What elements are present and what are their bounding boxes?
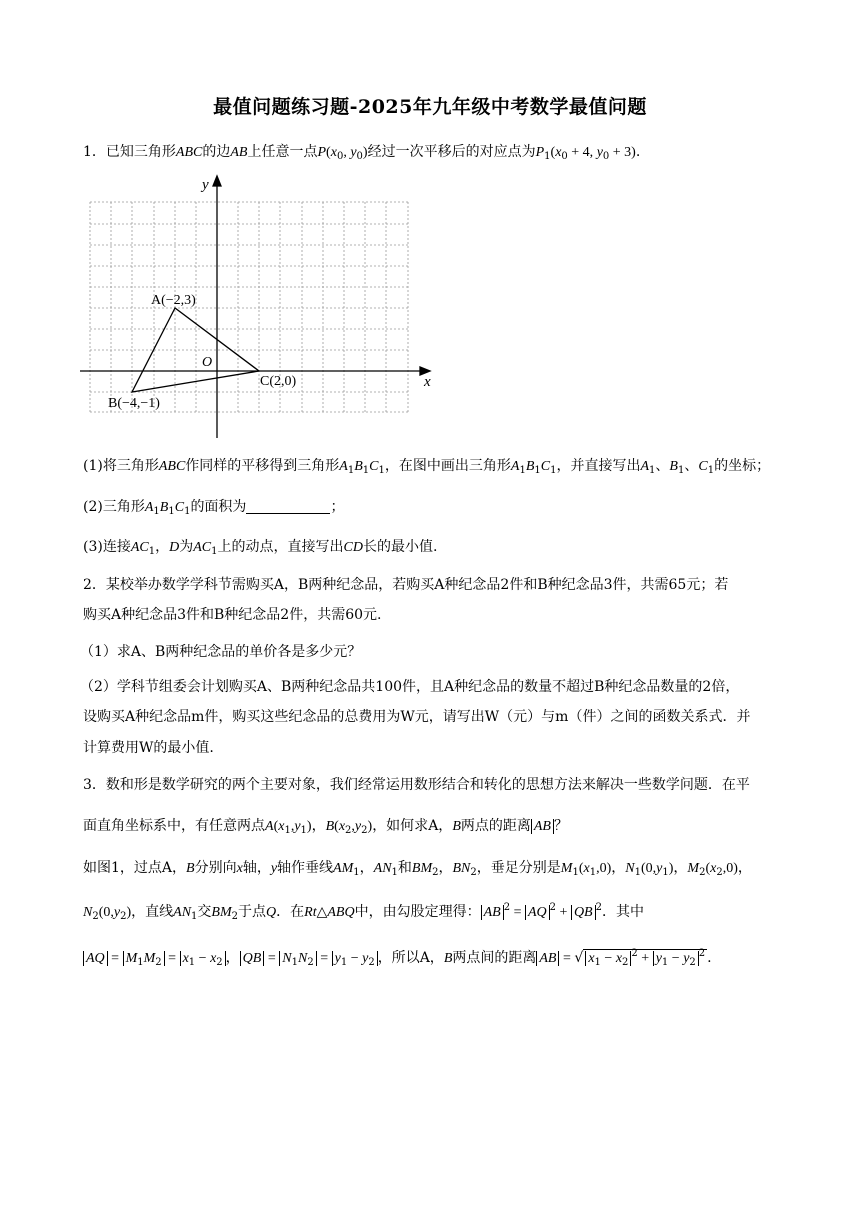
q1-part2: (2)三角形$A_1B_1C_1$的面积为 ； [83,499,345,517]
q2-part1: （1）求A、B两种纪念品的单价各是多少元？ [80,644,362,660]
x-axis-label: x [424,374,431,390]
q1-part3: (3)连接$AC_1$，D为$AC_1$上的动点，直接写出CD长的最小值. [83,539,438,557]
point-c-label: C(2,0) [260,374,297,389]
q2-line1: 2．某校举办数学学科节需购买A，B两种纪念品，若购买A种纪念品2件和B种纪念品3件，共需65元；若 [83,577,729,593]
q1-part1: (1)将三角形ABC作同样的平移得到三角形$A_1B_1C_1$，在图中画出三角形$A_1B_1C_1$，并直接写出$A_1$、$B_1$、$C_1$的坐标； [83,458,771,476]
origin-label: O [202,355,213,370]
q3-line3: 如图1，过点A，B分别向x轴，y轴作垂线$AM_1$，$AN_1$和$BM_2$，$BN_2$，垂足分别是$M_1(x_1,0)$，$N_1(0,y_1)$，$M_2(x_2,0)$， [83,860,752,878]
q3-line5: AQ = $M_1M_2 = x_1 - x_2$ ， QB = $N_1N_2 = y_1 - y_2$ ，所以A，B两点间的距离 AB = √ $x_1 - x_2^2 + y_1 - y_2^2$ . [83,948,712,969]
q2-line2: 购买A种纪念品3件和B种纪念品2件，共需60元. [83,607,382,623]
q2-part2-line1: （2）学科节组委会计划购买A、B两种纪念品共100件，且A种纪念品的数量不超过B种纪念品数量的2倍， [80,679,740,695]
y-axis-label: y [202,177,209,193]
point-a-label: A(−2,3) [151,293,196,308]
coordinate-graph [80,170,440,445]
answer-blank [246,499,330,514]
page-title: 最值问题练习题-2025年九年级中考数学最值问题 [213,96,647,118]
q3-line4: $N_2(0,y_2)$，直线$AN_1$交$BM_2$于点Q．在Rt△ABQ中，由勾股定理得： AB $^2$ = AQ $^2$ + QB $^2$．其中 [83,902,644,922]
q3-line1: 3．数和形是数学研究的两个主要对象，我们经常运用数形结合和转化的思想方法来解决一些数学问题．在平 [83,777,750,793]
q2-part2-line3: 计算费用W的最小值. [83,740,214,756]
q2-part2-line2: 设购买A种纪念品m件，购买这些纪念品的总费用为W元，请写出W（元）与m（件）之间的函数关系式．并 [83,709,751,725]
point-b-label: B(−4,−1) [108,396,160,411]
q3-line2: 面直角坐标系中，有任意两点$A(x_1,y_1)$，$B(x_2,y_2)$，如何求A，B两点的距离 AB ？ [83,818,568,836]
y-axis-arrow [213,176,221,186]
q1-stem: 1．已知三角形ABC的边AB上任意一点$P(x_0$, $y_0$)经过一次平移后的对应点为$P_1(x_0 + 4$, $y_0 + 3$). [83,144,641,162]
